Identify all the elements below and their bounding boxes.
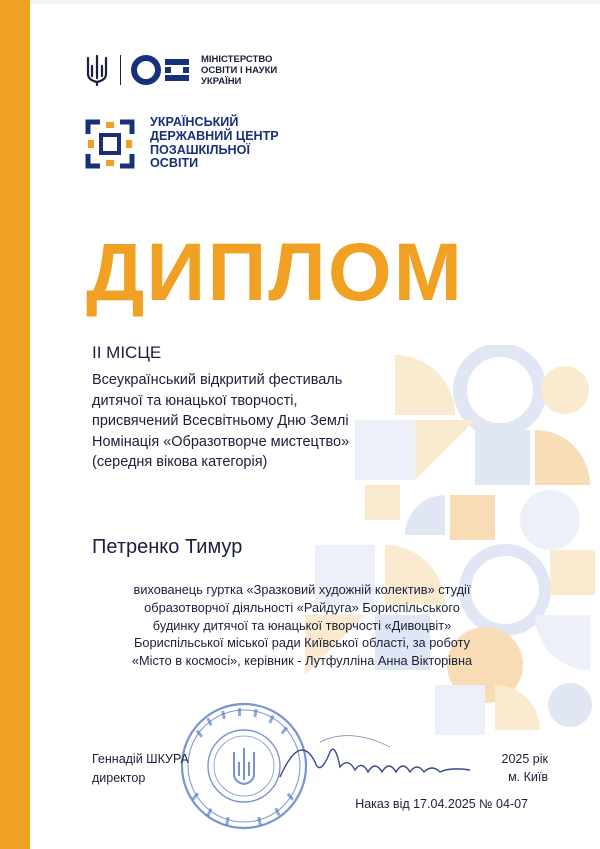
order-reference: Наказ від 17.04.2025 № 04-07 <box>355 797 528 811</box>
ministry-name-line: ОСВІТИ І НАУКИ <box>201 64 278 76</box>
left-accent-stripe <box>0 0 30 849</box>
center-name-line: ДЕРЖАВНИЙ ЦЕНТР <box>150 128 279 143</box>
ministry-name-line: МІНІСТЕРСТВО <box>201 53 273 65</box>
ministry-header <box>84 52 321 88</box>
signer-title: директор <box>92 771 146 785</box>
festival-line: присвячений Всесвітньому Дню Землі <box>92 413 349 429</box>
center-name-line: УКРАЇНСЬКИЙ <box>150 115 239 129</box>
top-border <box>30 0 600 4</box>
festival-info <box>92 370 432 473</box>
recipient-name: Петренко Тимур <box>92 536 243 558</box>
ministry-name <box>201 54 321 87</box>
issue-year: 2025 рік <box>501 752 548 766</box>
festival-line: Всеукраїнський відкритий фестиваль <box>92 372 343 388</box>
center-name-line: ОСВІТИ <box>150 156 199 171</box>
header-divider <box>120 55 121 85</box>
description-line: образотворчої діяльності «Райдуга» Бориспільського <box>144 599 460 615</box>
signature-icon <box>270 722 490 792</box>
issue-city: м. Київ <box>508 770 548 784</box>
recipient-description <box>92 581 512 670</box>
ministry-logo-icon <box>129 52 193 88</box>
center-header <box>84 116 350 171</box>
festival-line: (середня вікова категорія) <box>92 454 268 470</box>
festival-line: Номінація «Образотворче мистецтво» <box>92 433 350 450</box>
center-name <box>150 116 350 171</box>
center-logo-icon <box>84 118 136 170</box>
trident-emblem-icon <box>84 54 110 86</box>
signer-name: Геннадій ШКУРА <box>92 752 189 766</box>
center-name-line: ПОЗАШКІЛЬНОЇ <box>150 142 250 157</box>
diploma-title: ДИПЛОМ <box>86 227 464 318</box>
festival-line: дитячої та юнацької творчості, <box>92 392 298 409</box>
description-line: будинку дитячої та юнацької творчості «Дивоцвіт» <box>152 617 452 633</box>
description-line: вихованець гуртка «Зразковий художній колектив» студії <box>133 582 471 597</box>
place-label: ІІ МІСЦЕ <box>92 343 162 362</box>
description-line: «Місто в космосі», керівник - Лутфулліна Анна Вікторівна <box>131 653 473 669</box>
description-line: Бориспільської міської ради Київської області, за роботу <box>133 635 471 651</box>
ministry-name-line: УКРАЇНИ <box>201 75 242 87</box>
